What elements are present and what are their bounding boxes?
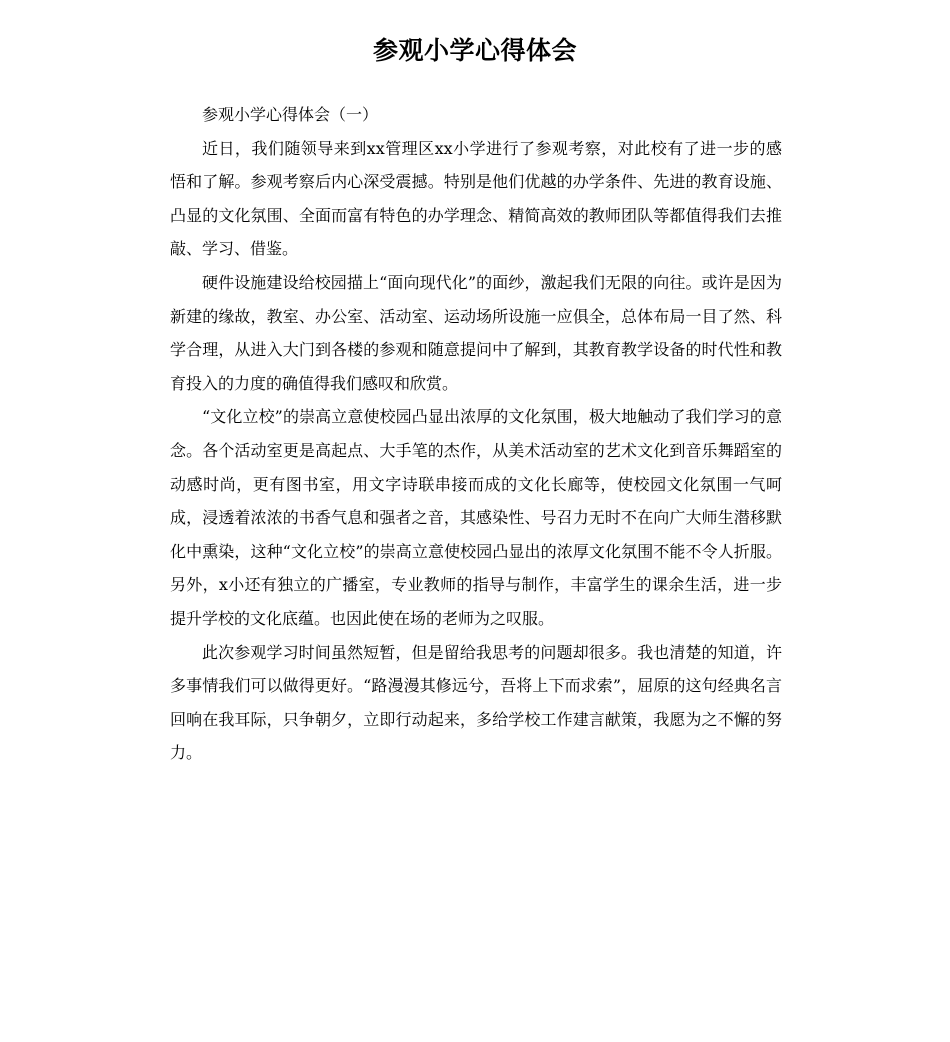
- paragraph-1: 近日，我们随领导来到xx管理区xx小学进行了参观考察，对此校有了进一步的感悟和了解。参观考察后内心深受震撼。特别是他们优越的办学条件、先进的教育设施、凸显的文化氛围、全面而富有特色的办学理念、精简高效的教师团队等都值得我们去推敲、学习、借鉴。: [170, 138, 782, 259]
- document-title: 参观小学心得体会: [372, 36, 577, 65]
- document-body: [170, 98, 782, 770]
- paragraph-4: 此次参观学习时间虽然短暂，但是留给我思考的问题却很多。我也清楚的知道，许多事情我们可以做得更好。“路漫漫其修远兮，吾将上下而求索”，屈原的这句经典名言回响在我耳际，只争朝夕，立即行动起来，多给学校工作建言献策，我愿为之不懈的努力。: [170, 642, 782, 763]
- section-heading: 参观小学心得体会（一）: [202, 105, 379, 124]
- paragraph-3: “文化立校”的崇高立意使校园凸显出浓厚的文化氛围，极大地触动了我们学习的意念。各个活动室更是高起点、大手笔的杰作，从美术活动室的艺术文化到音乐舞蹈室的动感时尚，更有图书室，用文字诗联串接而成的文化长廊等，使校园文化氛围一气呵成，浸透着浓浓的书香气息和强者之音，其感染性、号召力无时不在向广大师生潜移默化中熏染，这种“文化立校”的崇高立意使校园凸显出的浓厚文化氛围不能不令人折服。另外，x小还有独立的广播室，专业教师的指导与制作，丰富学生的课余生活，进一步提升学校的文化底蕴。也因此使在场的老师为之叹服。: [170, 407, 782, 628]
- paragraph-2: 硬件设施建设给校园描上“面向现代化”的面纱，激起我们无限的向往。或许是因为新建的缘故，教室、办公室、活动室、运动场所设施一应俱全，总体布局一目了然、科学合理，从进入大门到各楼的参观和随意提问中了解到，其教育教学设备的时代性和教育投入的力度的确值得我们感叹和欣赏。: [170, 272, 782, 393]
